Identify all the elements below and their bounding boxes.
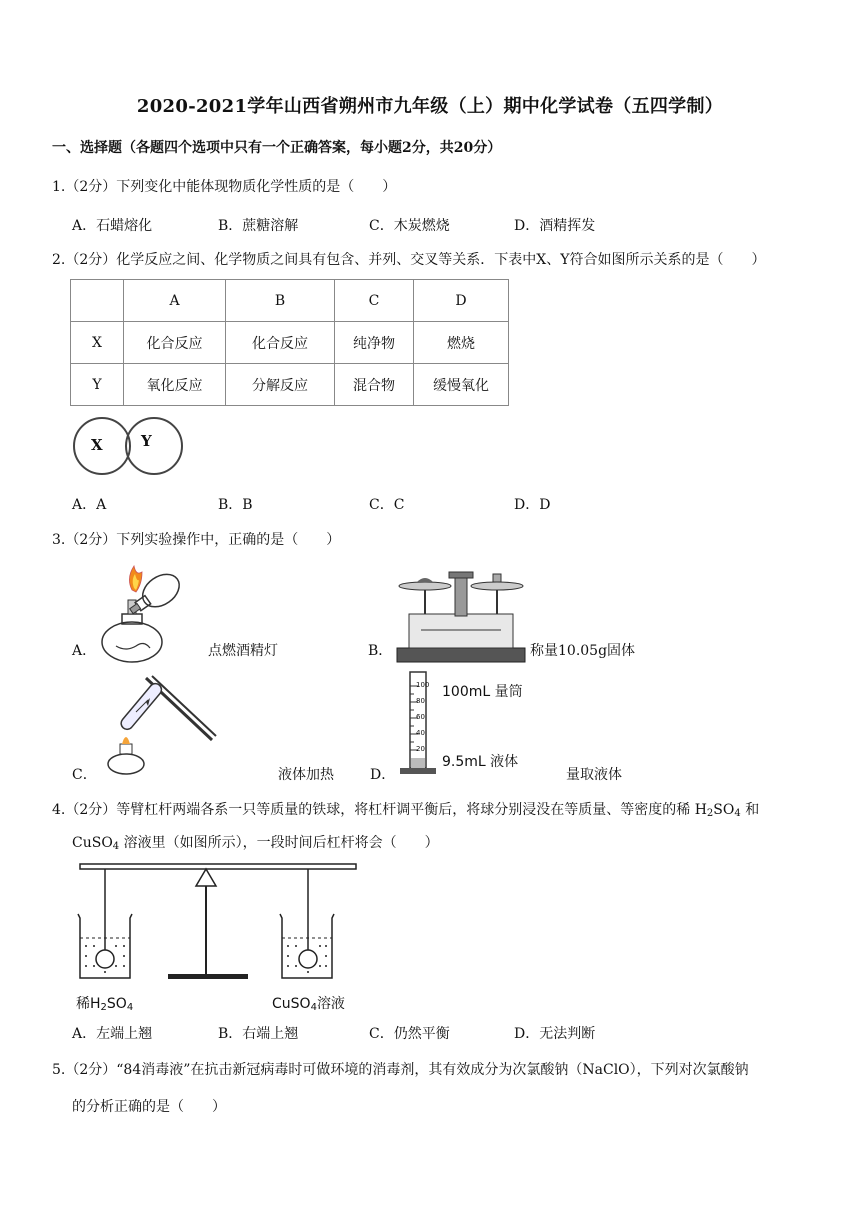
stem-text: CuSO [72, 835, 113, 851]
test-tube-heating-figure [100, 668, 220, 778]
q3-option-d-letter[interactable]: D． [370, 767, 396, 783]
q3-option-b-caption: 称量10.05g固体 [530, 643, 636, 659]
q1-option-a[interactable]: A．石蜡熔化 [72, 218, 153, 234]
question-4-stem-line1 [52, 800, 759, 820]
subscript: 2 [706, 808, 714, 819]
section-heading: 一、选择题（各题四个选项中只有一个正确答案，每小题2分，共20分） [52, 140, 502, 156]
question-3-stem: 3.（2分）下列实验操作中，正确的是（ ） [52, 532, 341, 548]
q3-option-a-caption: 点燃酒精灯 [208, 643, 278, 659]
table-cell: 缓慢氧化 [414, 364, 509, 406]
label-text: 溶液 [316, 996, 345, 1012]
subscript: 4 [126, 1002, 134, 1013]
label-text: SO [106, 996, 127, 1012]
exam-title: 2020-2021学年山西省朔州市九年级（上）期中化学试卷（五四学制） [136, 96, 724, 117]
q4-option-a[interactable]: A．左端上翘 [72, 1026, 153, 1042]
q4-option-d[interactable]: D．无法判断 [514, 1026, 596, 1042]
alcohol-lamp-lighting-figure [96, 560, 192, 670]
venn-label-y: Y [141, 432, 152, 450]
label-text: CuSO [272, 996, 311, 1012]
table-cell: 化合反应 [226, 322, 335, 364]
table-row [71, 280, 509, 322]
table-cell: 混合物 [335, 364, 414, 406]
table-header: C [335, 280, 414, 322]
cylinder-tick-100: 100 [416, 681, 430, 689]
balance-scale-figure [395, 568, 527, 664]
table-cell: X [71, 322, 124, 364]
q1-option-b[interactable]: B．蔗糖溶解 [218, 218, 299, 234]
stem-text: SO [713, 802, 735, 818]
table-cell: Y [71, 364, 124, 406]
q2-option-c[interactable]: C．C [369, 497, 405, 513]
stem-text: 溶液里（如图所示），一段时间后杠杆将会（ ） [119, 835, 439, 851]
q2-option-b[interactable]: B．B [218, 497, 253, 513]
table-header: D [414, 280, 509, 322]
stem-text: 和 [740, 802, 760, 818]
table-row [71, 322, 509, 364]
q4-option-c[interactable]: C．仍然平衡 [369, 1026, 450, 1042]
subscript: 4 [112, 841, 120, 852]
question-4-stem-line2 [72, 833, 439, 853]
q1-option-c[interactable]: C．木炭燃烧 [369, 218, 450, 234]
q3-option-c-letter[interactable]: C． [72, 767, 97, 783]
left-beaker-label [76, 993, 133, 1013]
cylinder-label-top: 100mL 量筒 [442, 684, 523, 700]
table-cell: 纯净物 [335, 322, 414, 364]
venn-label-x: X [91, 436, 103, 454]
question-5-stem-line2: 的分析正确的是（ ） [72, 1099, 226, 1115]
venn-diagram [72, 416, 184, 476]
table-cell: 分解反应 [226, 364, 335, 406]
q2-option-d[interactable]: D．D [514, 497, 551, 513]
subscript: 4 [734, 808, 741, 819]
label-text: 稀H [76, 996, 101, 1012]
lever-beakers-figure [72, 860, 362, 990]
question-2-stem: 2.（2分）化学反应之间、化学物质之间具有包含、并列、交叉等关系．下表中X、Y符合如图所示关系的是（ ） [52, 252, 766, 268]
relation-table [70, 279, 509, 406]
table-header: B [226, 280, 335, 322]
subscript: 4 [310, 1002, 317, 1013]
table-row [71, 364, 509, 406]
table-cell [71, 280, 124, 322]
question-5-stem-line1: 5.（2分）“84消毒液”在抗击新冠病毒时可做环境的消毒剂，其有效成分为次氯酸钠（NaClO），下列对次氯酸钠 [52, 1062, 749, 1078]
cylinder-tick-80: 80 [416, 697, 425, 705]
question-1-stem: 1.（2分）下列变化中能体现物质化学性质的是（ ） [52, 179, 397, 195]
q3-option-c-caption: 液体加热 [278, 767, 334, 783]
table-header: A [124, 280, 226, 322]
table-cell: 氧化反应 [124, 364, 226, 406]
table-cell: 化合反应 [124, 322, 226, 364]
q4-option-b[interactable]: B．右端上翘 [218, 1026, 299, 1042]
right-beaker-label [272, 993, 345, 1013]
cylinder-tick-40: 40 [416, 729, 425, 737]
subscript: 2 [100, 1002, 107, 1013]
cylinder-tick-20: 20 [416, 745, 425, 753]
cylinder-tick-60: 60 [416, 713, 425, 721]
q3-option-b-letter[interactable]: B． [368, 643, 393, 659]
stem-text: 4.（2分）等臂杠杆两端各系一只等质量的铁球，将杠杆调平衡后，将球分别浸没在等质量、等密度的稀 H [52, 802, 707, 818]
table-cell: 燃烧 [414, 322, 509, 364]
cylinder-label-bottom: 9.5mL 液体 [442, 754, 519, 770]
q3-option-d-caption: 量取液体 [566, 767, 622, 783]
q1-option-d[interactable]: D．酒精挥发 [514, 218, 596, 234]
q3-option-a-letter[interactable]: A． [72, 643, 97, 659]
q2-option-a[interactable]: A．A [72, 497, 107, 513]
